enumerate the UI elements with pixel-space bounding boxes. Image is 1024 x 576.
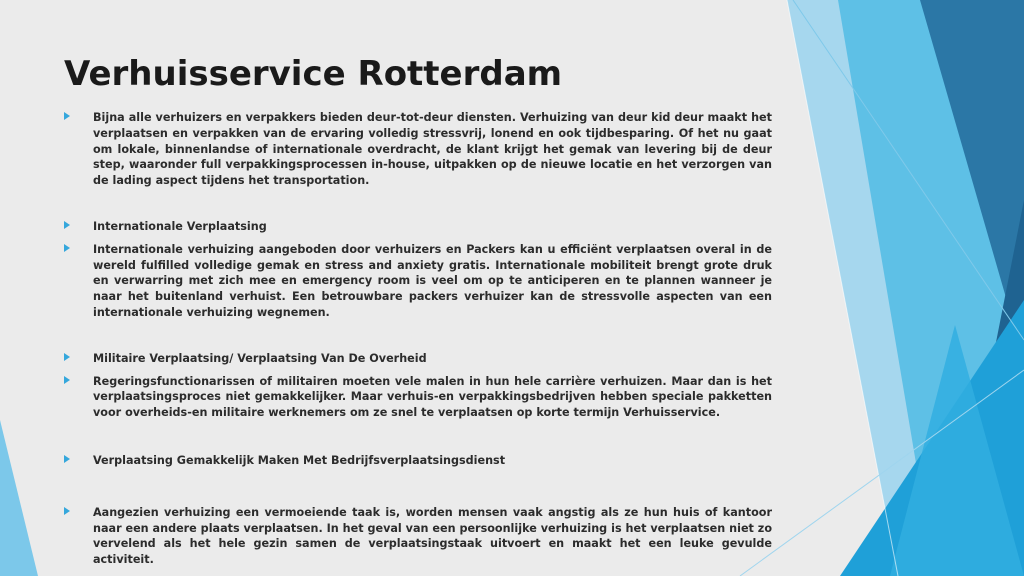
- triangle-bullet-icon: [64, 507, 70, 515]
- bullet-heading: Internationale Verplaatsing: [93, 219, 267, 233]
- bullet-item: [64, 351, 772, 367]
- triangle-bullet-icon: [64, 455, 70, 463]
- left-bottom-triangle: [0, 420, 38, 576]
- bullet-text: Internationale verhuizing aangeboden door verhuizers en Packers kan u efficiënt verplaatsen overal in de wereld fulfilled volledige gemak en stress and anxiety gratis. Internationale mobiliteit brengt grote druk en verwarring met zich mee en emergency room is veel om op te anticiperen en te plannen wanneer je naar het buitenland verhuist. Een betrouwbare packers verhuizer kan de stressvolle aspecten van een internationale verhuizing wegnemen.: [93, 242, 772, 319]
- bullet-list: [64, 110, 772, 568]
- triangle-bullet-icon: [64, 112, 70, 120]
- triangle-bullet-icon: [64, 244, 70, 252]
- bullet-item: [64, 219, 772, 235]
- bullet-heading: Verplaatsing Gemakkelijk Maken Met Bedrijfsverplaatsingsdienst: [93, 453, 506, 467]
- bullet-text: Aangezien verhuizing een vermoeiende taak is, worden mensen vaak angstig als ze hun huis of kantoor naar een andere plaats verplaatsen. In het geval van een persoonlijke verhuizing is het verplaatsen niet zo vervelend als het hele gezin samen de verplaatsingstaak uitvoert en maakt het een leuke gevulde activiteit.: [93, 505, 772, 567]
- bullet-item: [64, 374, 772, 421]
- slide-title: Verhuisservice Rotterdam: [64, 54, 563, 94]
- bullet-heading: Militaire Verplaatsing/ Verplaatsing Van De Overheid: [93, 351, 427, 365]
- bullet-item: [64, 505, 772, 568]
- bullet-item: [64, 453, 772, 469]
- bullet-item: [64, 242, 772, 321]
- bullet-item: [64, 110, 772, 189]
- bullet-text: Bijna alle verhuizers en verpakkers bieden deur-tot-deur diensten. Verhuizing van deur kid deur maakt het verplaatsen en verpakken van de ervaring volledig stressvrij, lonend en ook tijdbesparing. Of het nu gaat om lokale, binnenlandse of internationale overdracht, de klant krijgt het gemak van levering bij de deur step, waaronder full verpakkingsprocessen in-house, uitpakken op de nieuwe locatie en het verzorgen van de lading aspect tijdens het transportation.: [93, 111, 772, 188]
- triangle-bullet-icon: [64, 376, 70, 384]
- triangle-bullet-icon: [64, 353, 70, 361]
- triangle-bullet-icon: [64, 221, 70, 229]
- bullet-text: Regeringsfunctionarissen of militairen moeten vele malen in hun hele carrière verhuizen. Maar dan is het verplaatsingsproces niet gemakkelijker. Maar verhuis-en verpakkingsbedrijven hebben speciale pakketten voor overheids-en militaire werknemers om ze snel te verplaatsen op korte termijn Verhuisservice.: [93, 374, 772, 420]
